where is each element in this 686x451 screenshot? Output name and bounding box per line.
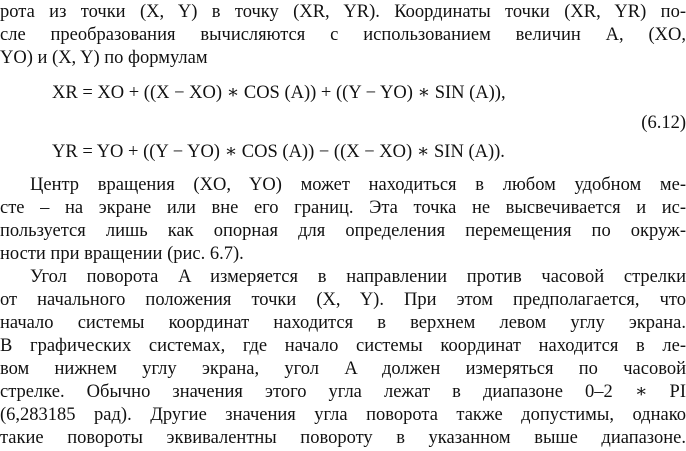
formula-yr: YR = YO + ((Y − YO) ∗ COS (A)) − ((X − XO) ∗ SIN (A)).	[52, 142, 505, 162]
paragraph1-line-1: рота из точки (X, Y) в точку (XR, YR). Координаты точки (XR, YR) по-	[0, 2, 686, 22]
paragraph3-line-8: такие повороты эквивалентны повороту в указанном выше диапазоне.	[0, 428, 686, 448]
paragraph1-line-3: YO) и (X, Y) по формулам	[0, 48, 208, 68]
paragraph1-line-2: сле преобразования вычисляются с использованием величин A, (XO,	[0, 25, 686, 45]
paragraph3-line-7: (6,283185 рад). Другие значения угла поворота также допустимы, однако	[0, 405, 686, 425]
equation-number: (6.12)	[641, 113, 686, 133]
paragraph3-line-6: стрелке. Обычно значения этого угла лежат в диапазоне 0–2 ∗ PI	[0, 382, 686, 402]
paragraph2-line-3: пользуется лишь как опорная для определения перемещения по окруж-	[0, 221, 686, 241]
paragraph3-line-2: от начального положения точки (X, Y). При этом предполагается, что	[0, 290, 686, 310]
formula-xr: XR = XO + ((X − XO) ∗ COS (A)) + ((Y − YO) ∗ SIN (A)),	[52, 83, 506, 103]
paragraph2-line-4: ности при вращении (рис. 6.7).	[0, 244, 244, 264]
paragraph3-line-4: В графических системах, где начало системы координат находится в ле-	[0, 336, 686, 356]
paragraph2-line-1: Центр вращения (XO, YO) может находиться в любом удобном ме-	[30, 175, 686, 195]
paragraph3-line-1: Угол поворота A измеряется в направлении против часовой стрелки	[30, 267, 686, 287]
paragraph3-line-5: вом нижнем углу экрана, угол A должен измеряться по часовой	[0, 359, 686, 379]
paragraph2-line-2: сте – на экране или вне его границ. Эта точка не высвечивается и ис-	[0, 198, 686, 218]
paragraph3-line-3: начало системы координат находится в верхнем левом углу экрана.	[0, 313, 686, 333]
